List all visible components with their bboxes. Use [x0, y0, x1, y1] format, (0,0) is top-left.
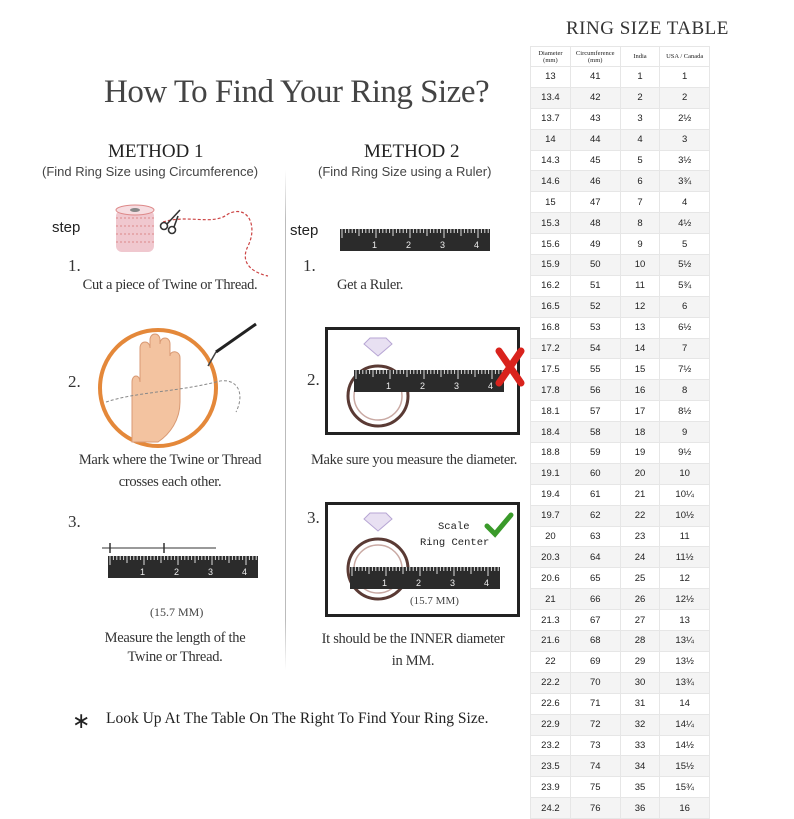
india-cell: 19: [620, 443, 660, 464]
ruler-number: 2: [416, 578, 422, 588]
usa-canada-cell: 3½: [660, 150, 710, 171]
diameter-cell: 17.8: [531, 380, 571, 401]
ruler-method1-step3: [108, 556, 258, 578]
diameter-cell: 19.4: [531, 484, 571, 505]
usa-canada-cell: 11: [660, 526, 710, 547]
asterisk-icon: ∗: [72, 708, 91, 733]
usa-canada-cell: 6: [660, 296, 710, 317]
table-row: [531, 171, 710, 192]
circumference-cell: 60: [570, 463, 620, 484]
circumference-cell: 71: [570, 693, 620, 714]
scissors-icon: [161, 210, 181, 234]
table-row: [531, 714, 710, 735]
ruler-number: 1: [386, 381, 392, 391]
circumference-cell: 41: [570, 67, 620, 88]
usa-canada-cell: 5¾: [660, 275, 710, 296]
diameter-cell: 23.9: [531, 777, 571, 798]
india-cell: 28: [620, 631, 660, 652]
circumference-cell: 61: [570, 484, 620, 505]
method2-step3-number: 3.: [307, 508, 320, 527]
diameter-cell: 14.6: [531, 171, 571, 192]
table-row: [531, 275, 710, 296]
india-cell: 23: [620, 526, 660, 547]
table-row: [531, 777, 710, 798]
diameter-cell: 20.6: [531, 568, 571, 589]
table-row: [531, 255, 710, 276]
table-header-row: [531, 47, 710, 67]
diameter-cell: 18.4: [531, 422, 571, 443]
ruler-number: 3: [454, 381, 460, 391]
india-cell: 16: [620, 380, 660, 401]
usa-canada-cell: 3¾: [660, 171, 710, 192]
usa-canada-cell: 7: [660, 338, 710, 359]
usa-canada-cell: 10¼: [660, 484, 710, 505]
circumference-cell: 51: [570, 275, 620, 296]
diameter-cell: 20.3: [531, 547, 571, 568]
india-cell: 22: [620, 505, 660, 526]
table-row: [531, 672, 710, 693]
usa-canada-cell: 5: [660, 234, 710, 255]
ruler-number: 4: [474, 240, 480, 250]
india-cell: 17: [620, 401, 660, 422]
ruler-number: 1: [382, 578, 388, 588]
diameter-cell: 19.1: [531, 463, 571, 484]
method2-step2-frame: [325, 327, 520, 435]
india-cell: 36: [620, 798, 660, 819]
india-cell: 9: [620, 234, 660, 255]
method1-step2-caption-line2: crosses each other.: [118, 474, 222, 490]
method2-step2-number: 2.: [307, 370, 320, 389]
circumference-cell: 50: [570, 255, 620, 276]
india-cell: 26: [620, 589, 660, 610]
method1-step2-number: 2.: [68, 372, 81, 391]
india-cell: 33: [620, 735, 660, 756]
india-cell: 11: [620, 275, 660, 296]
india-cell: 8: [620, 213, 660, 234]
table-row: [531, 589, 710, 610]
method1-step-label: step: [52, 219, 81, 236]
circumference-cell: 63: [570, 526, 620, 547]
usa-canada-cell: 12½: [660, 589, 710, 610]
table-row: [531, 568, 710, 589]
usa-canada-cell: 8½: [660, 401, 710, 422]
india-cell: 25: [620, 568, 660, 589]
india-cell: 6: [620, 171, 660, 192]
india-cell: 18: [620, 422, 660, 443]
diameter-cell: 15.3: [531, 213, 571, 234]
circumference-cell: 65: [570, 568, 620, 589]
circumference-cell: 45: [570, 150, 620, 171]
circumference-cell: 68: [570, 631, 620, 652]
usa-canada-cell: 10½: [660, 505, 710, 526]
method2-step2-caption: Make sure you measure the diameter.: [310, 452, 518, 468]
table-row: [531, 234, 710, 255]
table-row: [531, 380, 710, 401]
circumference-cell: 44: [570, 129, 620, 150]
diameter-cell: 15.6: [531, 234, 571, 255]
usa-canada-cell: 4: [660, 192, 710, 213]
usa-canada-cell: 4½: [660, 213, 710, 234]
india-cell: 30: [620, 672, 660, 693]
usa-canada-cell: 14½: [660, 735, 710, 756]
table-row: [531, 150, 710, 171]
method2-step3-caption-line1: It should be the INNER diameter: [321, 631, 505, 647]
circumference-cell: 52: [570, 296, 620, 317]
ruler-number: 4: [488, 381, 494, 391]
circumference-cell: 53: [570, 317, 620, 338]
table-row: [531, 129, 710, 150]
circumference-cell: 47: [570, 192, 620, 213]
table-row: [531, 610, 710, 631]
india-cell: 35: [620, 777, 660, 798]
thread-line: [102, 542, 218, 554]
india-cell: 7: [620, 192, 660, 213]
method2-subtitle: (Find Ring Size using a Ruler): [318, 164, 492, 179]
diameter-cell: 16.2: [531, 275, 571, 296]
ring-center-label: Ring Center: [420, 537, 490, 549]
method1-step3-caption-line1: Measure the length of the: [104, 630, 246, 646]
diameter-cell: 21.3: [531, 610, 571, 631]
india-cell: 15: [620, 359, 660, 380]
method2-step1-caption: Get a Ruler.: [336, 277, 404, 293]
diameter-cell: 22.6: [531, 693, 571, 714]
usa-canada-cell: 5½: [660, 255, 710, 276]
header-usa-canada: USA / Canada: [660, 47, 710, 67]
diameter-cell: 17.2: [531, 338, 571, 359]
ruler-number: 2: [174, 567, 180, 577]
table-row: [531, 463, 710, 484]
diameter-cell: 23.2: [531, 735, 571, 756]
usa-canada-cell: 13¼: [660, 631, 710, 652]
diameter-cell: 16.8: [531, 317, 571, 338]
table-row: [531, 317, 710, 338]
circumference-cell: 74: [570, 756, 620, 777]
method2-step1-number: 1.: [303, 256, 316, 275]
usa-canada-cell: 14: [660, 693, 710, 714]
circumference-cell: 42: [570, 87, 620, 108]
india-cell: 3: [620, 108, 660, 129]
table-row: [531, 67, 710, 88]
diamond-icon: [364, 338, 392, 356]
method2-measure-label: (15.7 MM): [410, 595, 459, 607]
circumference-cell: 62: [570, 505, 620, 526]
circumference-cell: 64: [570, 547, 620, 568]
table-row: [531, 505, 710, 526]
ruler-method2-step2: [354, 370, 504, 392]
diameter-cell: 22.9: [531, 714, 571, 735]
diameter-cell: 13.4: [531, 87, 571, 108]
method1-subtitle: (Find Ring Size using Circumference): [42, 164, 259, 179]
table-row: [531, 756, 710, 777]
table-row: [531, 443, 710, 464]
table-row: [531, 401, 710, 422]
column-divider: [285, 170, 286, 670]
usa-canada-cell: 13½: [660, 651, 710, 672]
method1-title: METHOD 1: [108, 141, 204, 162]
usa-canada-cell: 9½: [660, 443, 710, 464]
circumference-cell: 73: [570, 735, 620, 756]
india-cell: 29: [620, 651, 660, 672]
diameter-cell: 23.5: [531, 756, 571, 777]
hand-illustration: [96, 322, 276, 442]
ruler-number: 1: [372, 240, 378, 250]
usa-canada-cell: 13: [660, 610, 710, 631]
table-row: [531, 213, 710, 234]
usa-canada-cell: 1: [660, 67, 710, 88]
scale-label: Scale: [438, 521, 470, 533]
usa-canada-cell: 2: [660, 87, 710, 108]
india-cell: 32: [620, 714, 660, 735]
india-cell: 27: [620, 610, 660, 631]
checkmark-icon: [484, 511, 514, 539]
usa-canada-cell: 10: [660, 463, 710, 484]
diameter-cell: 18.1: [531, 401, 571, 422]
table-row: [531, 547, 710, 568]
table-row: [531, 484, 710, 505]
circumference-cell: 48: [570, 213, 620, 234]
header-diameter: Diameter (mm): [531, 47, 571, 67]
circumference-cell: 46: [570, 171, 620, 192]
india-cell: 10: [620, 255, 660, 276]
diameter-cell: 22.2: [531, 672, 571, 693]
usa-canada-cell: 13¾: [660, 672, 710, 693]
method2-step-label: step: [290, 222, 319, 239]
usa-canada-cell: 6½: [660, 317, 710, 338]
ruler-number: 4: [242, 567, 248, 577]
india-cell: 14: [620, 338, 660, 359]
method1-step1-caption: Cut a piece of Twine or Thread.: [82, 277, 258, 293]
table-row: [531, 192, 710, 213]
india-cell: 21: [620, 484, 660, 505]
india-cell: 20: [620, 463, 660, 484]
method2-step3-caption-line2: in MM.: [391, 653, 435, 669]
usa-canada-cell: 15½: [660, 756, 710, 777]
table-row: [531, 798, 710, 819]
ruler-number: 3: [450, 578, 456, 588]
circumference-cell: 70: [570, 672, 620, 693]
table-row: [531, 338, 710, 359]
usa-canada-cell: 7½: [660, 359, 710, 380]
page-title: How To Find Your Ring Size?: [104, 74, 490, 110]
ruler-method2-step3: [350, 567, 500, 589]
method1-step2-caption-line1: Mark where the Twine or Thread: [78, 452, 262, 468]
ruler-number: 2: [420, 381, 426, 391]
india-cell: 13: [620, 317, 660, 338]
circumference-cell: 49: [570, 234, 620, 255]
circumference-cell: 69: [570, 651, 620, 672]
diamond-icon: [364, 513, 392, 531]
india-cell: 5: [620, 150, 660, 171]
circumference-cell: 59: [570, 443, 620, 464]
table-row: [531, 631, 710, 652]
india-cell: 31: [620, 693, 660, 714]
table-row: [531, 735, 710, 756]
method2-step3-frame: [325, 502, 520, 617]
circumference-cell: 72: [570, 714, 620, 735]
method1-measure-label: (15.7 MM): [150, 605, 204, 619]
table-row: [531, 359, 710, 380]
india-cell: 2: [620, 87, 660, 108]
table-row: [531, 693, 710, 714]
table-row: [531, 296, 710, 317]
india-cell: 1: [620, 67, 660, 88]
circumference-cell: 76: [570, 798, 620, 819]
diameter-cell: 22: [531, 651, 571, 672]
diameter-cell: 21: [531, 589, 571, 610]
method1-step3-number: 3.: [68, 512, 81, 531]
usa-canada-cell: 11½: [660, 547, 710, 568]
header-circumference: Circumference (mm): [570, 47, 620, 67]
table-row: [531, 108, 710, 129]
usa-canada-cell: 15¾: [660, 777, 710, 798]
diameter-cell: 14: [531, 129, 571, 150]
diameter-cell: 16.5: [531, 296, 571, 317]
table-row: [531, 422, 710, 443]
india-cell: 4: [620, 129, 660, 150]
ruler-number: 4: [484, 578, 490, 588]
india-cell: 24: [620, 547, 660, 568]
diameter-cell: 20: [531, 526, 571, 547]
usa-canada-cell: 12: [660, 568, 710, 589]
method1-step3-caption-line2: Twine or Thread.: [127, 649, 223, 665]
ruler-number: 3: [208, 567, 214, 577]
usa-canada-cell: 16: [660, 798, 710, 819]
diameter-cell: 21.6: [531, 631, 571, 652]
method1-step1-number: 1.: [68, 256, 81, 275]
circumference-cell: 66: [570, 589, 620, 610]
usa-canada-cell: 2½: [660, 108, 710, 129]
ruler-number: 2: [406, 240, 412, 250]
diameter-cell: 15.9: [531, 255, 571, 276]
table-title: RING SIZE TABLE: [566, 18, 729, 39]
diameter-cell: 17.5: [531, 359, 571, 380]
table-row: [531, 87, 710, 108]
circumference-cell: 58: [570, 422, 620, 443]
diameter-cell: 13.7: [531, 108, 571, 129]
method2-title: METHOD 2: [364, 141, 460, 162]
diameter-cell: 13: [531, 67, 571, 88]
wrong-x-icon: [496, 348, 526, 388]
circumference-cell: 67: [570, 610, 620, 631]
header-india: India: [620, 47, 660, 67]
circumference-cell: 56: [570, 380, 620, 401]
circumference-cell: 54: [570, 338, 620, 359]
table-row: [531, 651, 710, 672]
ruler-method2-step1: [340, 229, 490, 251]
ruler-number: 3: [440, 240, 446, 250]
india-cell: 12: [620, 296, 660, 317]
usa-canada-cell: 14¼: [660, 714, 710, 735]
usa-canada-cell: 8: [660, 380, 710, 401]
footnote-text: Look Up At The Table On The Right To Find Your Ring Size.: [106, 710, 489, 727]
table-row: [531, 526, 710, 547]
circumference-cell: 57: [570, 401, 620, 422]
ruler-number: 1: [140, 567, 146, 577]
india-cell: 34: [620, 756, 660, 777]
diameter-cell: 24.2: [531, 798, 571, 819]
diameter-cell: 14.3: [531, 150, 571, 171]
diameter-cell: 19.7: [531, 505, 571, 526]
usa-canada-cell: 3: [660, 129, 710, 150]
diameter-cell: 18.8: [531, 443, 571, 464]
diameter-cell: 15: [531, 192, 571, 213]
circumference-cell: 43: [570, 108, 620, 129]
thread-spool-icon: [116, 205, 154, 252]
thread-spool-illustration: [108, 196, 270, 278]
circumference-cell: 75: [570, 777, 620, 798]
usa-canada-cell: 9: [660, 422, 710, 443]
circumference-cell: 55: [570, 359, 620, 380]
ring-size-table: [530, 46, 710, 819]
